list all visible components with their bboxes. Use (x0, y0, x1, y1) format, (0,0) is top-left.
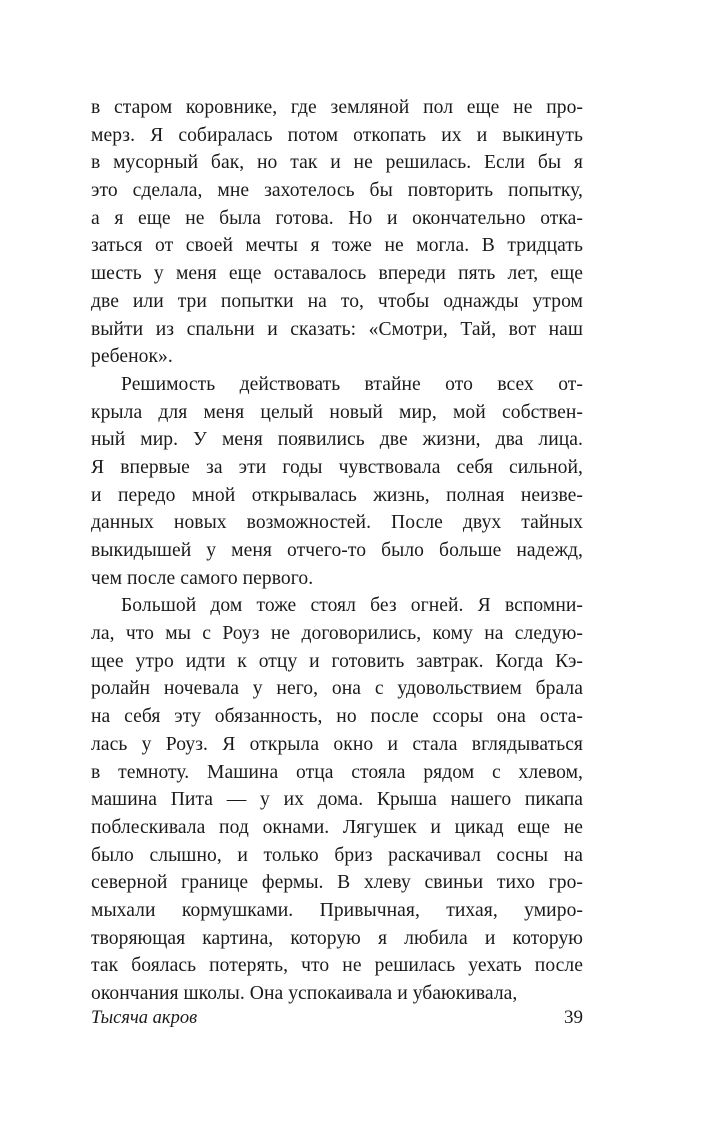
text-line: ролайн ночевала у него, она с удовольствием брала (91, 678, 583, 700)
text-line: так боялась потерять, что не решилась уехать после (91, 955, 583, 977)
page-number: 39 (564, 1007, 583, 1028)
text-line: на себя эту обязанность, но после ссоры она оста- (91, 706, 583, 728)
paragraph (91, 94, 583, 371)
text-line: окончания школы. Она успокаивала и убаюкивала, (91, 983, 518, 1004)
page-text (91, 94, 583, 1008)
paragraph (91, 592, 583, 1007)
text-line: в мусорный бак, но так и не решилась. Если бы я (91, 152, 583, 174)
text-line: северной границе фермы. В хлеву свиньи тихо гро- (91, 872, 583, 894)
text-line: ный мир. У меня появились две жизни, два лица. (91, 429, 583, 451)
text-line: мыхали кормушками. Привычная, тихая, умиро- (91, 899, 583, 921)
text-line: крыла для меня целый новый мир, мой собствен- (91, 401, 583, 423)
paragraph (91, 371, 583, 593)
text-line: в старом коровнике, где земляной пол еще не про- (91, 97, 583, 118)
text-line: поблескивала под окнами. Лягушек и цикад еще не (91, 816, 583, 838)
text-line: мерз. Я собиралась потом откопать их и выкинуть (91, 124, 583, 146)
text-line: было слышно, и только бриз раскачивал сосны на (91, 844, 583, 866)
text-line: и передо мной открывалась жизнь, полная неизве- (91, 484, 583, 506)
text-line: ребенок». (91, 346, 173, 368)
text-line: машина Пита — у их дома. Крыша нашего пикапа (91, 789, 583, 811)
text-line: Решимость действовать втайне ото всех от- (121, 373, 583, 395)
text-line: а я еще не была готова. Но и окончательно отка- (91, 207, 583, 229)
text-line: щее утро идти к отцу и готовить завтрак. Когда Кэ- (91, 650, 583, 672)
text-line: Я впервые за эти годы чувствовала себя сильной, (91, 456, 583, 478)
text-line: ла, что мы с Роуз не договорились, кому на следую- (91, 623, 583, 645)
text-line: выйти из спальни и сказать: «Смотри, Тай, вот наш (91, 318, 583, 340)
text-line: выкидышей у меня отчего-то было больше надежд, (91, 540, 583, 561)
text-line: лась у Роуз. Я открыла окно и стала вглядываться (91, 733, 583, 755)
text-line: это сделала, мне захотелось бы повторить попытку, (91, 180, 583, 202)
running-footer-title: Тысяча акров (91, 1008, 198, 1028)
text-line: в темноту. Машина отца стояла рядом с хлевом, (91, 761, 583, 783)
text-line: две или три попытки на то, чтобы однажды утром (91, 290, 583, 312)
text-line: Большой дом тоже стоял без огней. Я вспомни- (121, 595, 583, 617)
text-line: чем после самого первого. (91, 567, 314, 589)
text-line: творяющая картина, которую я любила и которую (91, 927, 583, 949)
text-line: заться от своей мечты я тоже не могла. В тридцать (91, 235, 583, 257)
text-line: шесть у меня еще оставалось впереди пять лет, еще (91, 263, 583, 285)
text-line: данных новых возможностей. После двух тайных (91, 512, 583, 534)
